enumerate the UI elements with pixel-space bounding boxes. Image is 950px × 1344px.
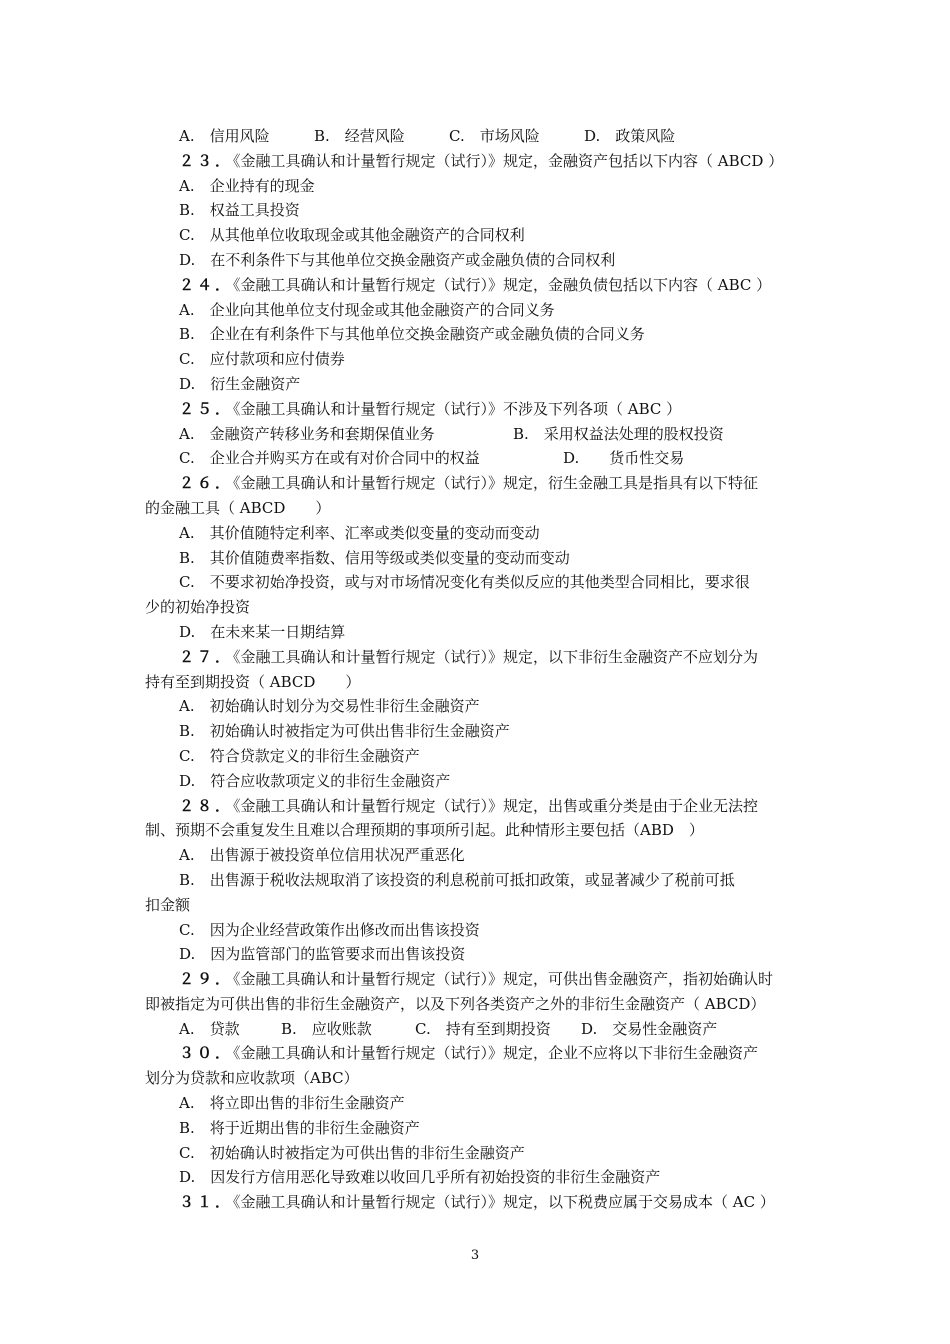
option-d: D. 因为监管部门的监管要求而出售该投资 xyxy=(179,945,466,964)
question-24 xyxy=(145,273,810,298)
option-b: B. 出售源于税收法规取消了该投资的利息税前可抵扣政策，或显著减少了税前可抵 xyxy=(179,870,735,889)
option-c: C. 市场风险 xyxy=(449,127,540,145)
question-number: ２３． xyxy=(179,151,234,170)
question-text: 《金融工具确认和计量暂行规定（试行）》规定，金融资产包括以下内容（ ABCD ） xyxy=(233,151,784,170)
question-number: ２９． xyxy=(179,970,234,989)
option-c: C. 符合贷款定义的非衍生金融资产 xyxy=(179,746,420,765)
question-text: 《金融工具确认和计量暂行规定（试行）》规定，以下税费应属于交易成本（ AC ） xyxy=(233,1193,775,1212)
option-b: B. 应收账款 xyxy=(281,1019,372,1038)
option-c: C. 企业合并购买方在或有对价合同中的权益 xyxy=(179,449,480,468)
option-d: D. 符合应收款项定义的非衍生金融资产 xyxy=(179,771,451,790)
q25-options-cd xyxy=(145,446,810,471)
question-number: ２４． xyxy=(179,275,234,294)
question-29-cont: 即被指定为可供出售的非衍生金融资产，以及下列各类资产之外的非衍生金融资产（ ABCD） xyxy=(145,994,766,1013)
option-c: C. 因为企业经营政策作出修改而出售该投资 xyxy=(179,920,480,939)
question-number: ２６． xyxy=(179,474,234,493)
option-d: D. 衍生金融资产 xyxy=(179,374,301,393)
question-text: 《金融工具确认和计量暂行规定（试行）》规定，企业不应将以下非衍生金融资产 xyxy=(233,1044,759,1063)
option-d: D. 货币性交易 xyxy=(563,449,685,468)
question-text: 《金融工具确认和计量暂行规定（试行）》规定，金融负债包括以下内容（ ABC ） xyxy=(233,275,772,294)
option-b: B. 初始确认时被指定为可供出售非衍生金融资产 xyxy=(179,722,510,741)
option-c: C. 持有至到期投资 xyxy=(415,1019,551,1038)
question-text: 《金融工具确认和计量暂行规定（试行）》规定，衍生金融工具是指具有以下特征 xyxy=(233,474,759,493)
page-number: 3 xyxy=(470,1248,480,1263)
option-a: A. 将立即出售的非衍生金融资产 xyxy=(179,1094,405,1113)
question-26-cont: 的金融工具（ ABCD ） xyxy=(145,498,331,517)
option-a: A. 信用风险 xyxy=(179,127,270,145)
question-number: ２８． xyxy=(179,796,234,815)
option-a: A. 初始确认时划分为交易性非衍生金融资产 xyxy=(179,697,480,716)
q29-options xyxy=(145,1017,810,1042)
option-a: A. 其价值随特定利率、汇率或类似变量的变动而变动 xyxy=(179,523,540,542)
question-28-cont: 制、预期不会重复发生且难以合理预期的事项所引起。此种情形主要包括（ABD ） xyxy=(145,821,704,840)
question-number: ３０． xyxy=(179,1044,234,1063)
question-25 xyxy=(145,397,810,422)
option-b-cont: 扣金额 xyxy=(145,895,191,914)
option-b: B. 权益工具投资 xyxy=(179,201,300,220)
option-b: B. 其价值随费率指数、信用等级或类似变量的变动而变动 xyxy=(179,548,570,567)
option-d: D. 交易性金融资产 xyxy=(581,1019,718,1038)
question-23 xyxy=(145,149,810,174)
option-c: C. 从其他单位收取现金或其他金融资产的合同权利 xyxy=(179,226,525,245)
option-c: C. 不要求初始净投资，或与对市场情况变化有类似反应的其他类型合同相比，要求很 xyxy=(179,573,750,592)
option-d: D. 在不利条件下与其他单位交换金融资产或金融负债的合同权利 xyxy=(179,250,616,269)
option-c-cont: 少的初始净投资 xyxy=(145,598,251,617)
option-a: A. 企业持有的现金 xyxy=(179,176,315,195)
option-a: A. 企业向其他单位支付现金或其他金融资产的合同义务 xyxy=(179,300,555,319)
question-number: ２５． xyxy=(179,399,234,418)
question-text: 《金融工具确认和计量暂行规定（试行）》规定，以下非衍生金融资产不应划分为 xyxy=(233,647,759,666)
option-b: B. 将于近期出售的非衍生金融资产 xyxy=(179,1118,420,1137)
question-27 xyxy=(145,645,810,670)
question-number: ３１． xyxy=(179,1193,234,1212)
question-number: ２７． xyxy=(179,647,234,666)
option-d: D. 因发行方信用恶化导致难以收回几乎所有初始投资的非衍生金融资产 xyxy=(179,1168,661,1187)
option-c: C. 初始确认时被指定为可供出售的非衍生金融资产 xyxy=(179,1143,525,1162)
option-b: B. 采用权益法处理的股权投资 xyxy=(513,424,724,443)
option-d: D. 政策风险 xyxy=(584,127,676,145)
option-b: B. 经营风险 xyxy=(314,127,405,145)
question-27-cont: 持有至到期投资（ ABCD ） xyxy=(145,672,361,691)
option-a: A. 出售源于被投资单位信用状况严重恶化 xyxy=(179,846,465,865)
question-28 xyxy=(145,794,810,819)
question-text: 《金融工具确认和计量暂行规定（试行）》规定，出售或重分类是由于企业无法控 xyxy=(233,796,759,815)
question-text: 《金融工具确认和计量暂行规定（试行）》规定，可供出售金融资产，指初始确认时 xyxy=(233,970,774,989)
question-30-cont: 划分为贷款和应收款项（ABC） xyxy=(145,1069,359,1088)
question-31 xyxy=(145,1190,810,1215)
option-a: A. 金融资产转移业务和套期保值业务 xyxy=(179,424,435,443)
option-b: B. 企业在有利条件下与其他单位交换金融资产或金融负债的合同义务 xyxy=(179,325,645,344)
q22-options xyxy=(145,124,810,149)
option-c: C. 应付款项和应付债券 xyxy=(179,350,345,369)
option-d: D. 在未来某一日期结算 xyxy=(179,622,346,641)
document-body xyxy=(145,124,810,1215)
question-text: 《金融工具确认和计量暂行规定（试行）》不涉及下列各项（ ABC ） xyxy=(233,399,682,418)
option-a: A. 贷款 xyxy=(179,1019,240,1038)
question-26 xyxy=(145,471,810,496)
question-29 xyxy=(145,967,810,992)
question-30 xyxy=(145,1041,810,1066)
q25-options-ab xyxy=(145,422,810,447)
